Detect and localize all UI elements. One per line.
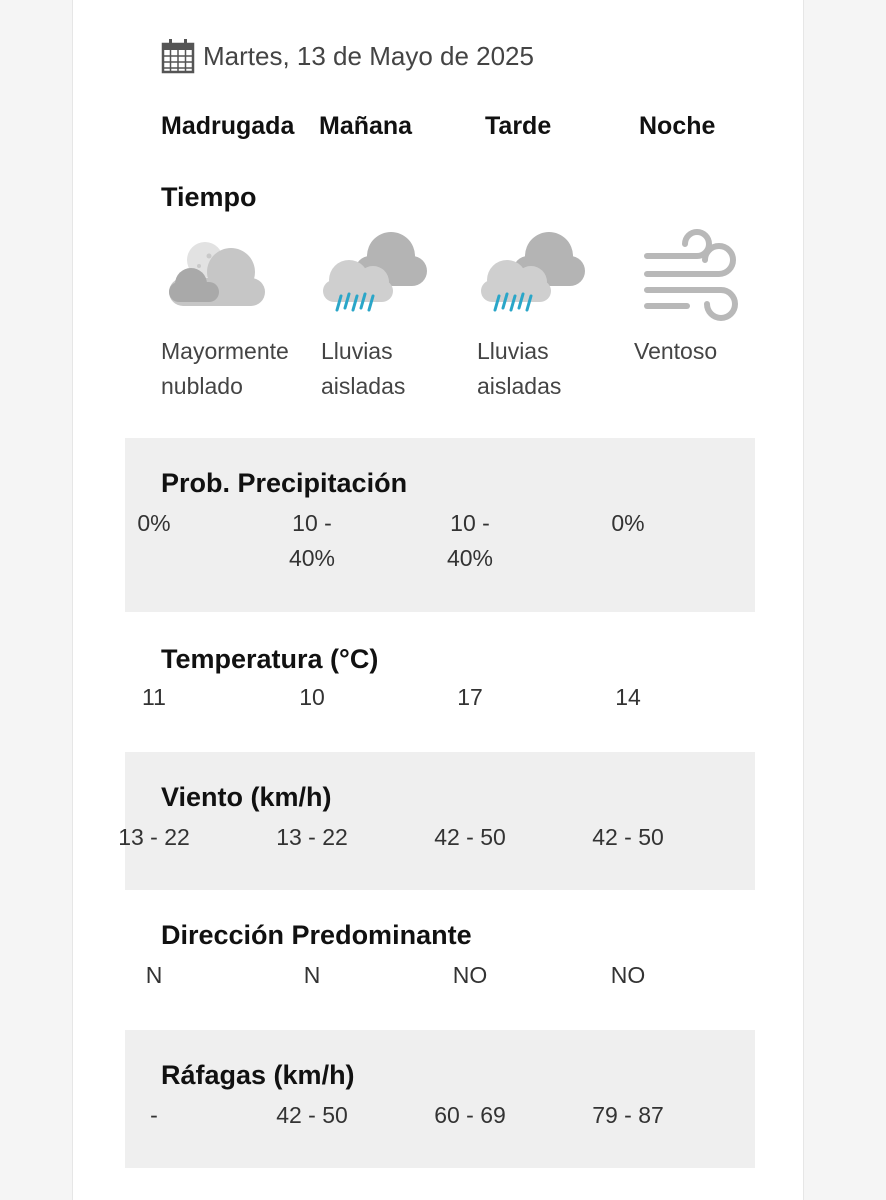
date-text: Martes, 13 de Mayo de 2025 — [203, 40, 534, 71]
precip-value: 10 - 40% — [446, 510, 494, 571]
weather-desc: Ventoso — [634, 338, 718, 364]
direction-title: Dirección Predominante — [161, 920, 472, 950]
weather-desc: Lluvias aisladas — [321, 338, 406, 399]
wind-value: 13 - 22 — [276, 824, 348, 850]
wind-value: 42 - 50 — [592, 824, 664, 850]
period-tarde: Tarde — [485, 112, 552, 140]
direction-value: N — [145, 962, 163, 988]
period-headers — [161, 112, 761, 156]
precip-value: 0% — [611, 510, 645, 536]
date-header — [161, 34, 534, 78]
precip-title: Prob. Precipitación — [161, 468, 408, 498]
weather-desc: Mayormente nublado — [161, 338, 289, 399]
rain-cloud-icon — [477, 226, 587, 326]
temp-value: 10 — [299, 684, 325, 710]
gusts-value: 42 - 50 — [276, 1102, 348, 1128]
wind-section — [118, 752, 755, 890]
wind-icon — [639, 226, 749, 326]
weather-desc: Lluvias aisladas — [477, 338, 562, 399]
wind-value: 13 - 22 — [118, 824, 190, 850]
wind-value: 42 - 50 — [434, 824, 506, 850]
temp-value: 11 — [142, 684, 166, 710]
gusts-title: Ráfagas (km/h) — [161, 1060, 355, 1090]
gusts-section — [125, 1030, 755, 1168]
weather-icons — [73, 226, 805, 330]
direction-value: N — [303, 962, 321, 988]
weather-title: Tiempo — [161, 182, 257, 212]
precip-section — [125, 438, 755, 612]
precip-value: 10 - 40% — [288, 510, 336, 571]
period-noche: Noche — [639, 112, 716, 140]
direction-value: NO — [610, 962, 646, 988]
precip-value: 0% — [137, 510, 171, 536]
calendar-icon — [161, 38, 195, 74]
rain-cloud-icon — [319, 226, 429, 326]
gusts-value: 60 - 69 — [434, 1102, 506, 1128]
direction-section — [125, 890, 755, 1030]
wind-title: Viento (km/h) — [161, 782, 332, 812]
weather-descriptions — [73, 334, 805, 406]
direction-value: NO — [452, 962, 488, 988]
temp-section — [125, 612, 755, 752]
temp-title: Temperatura (°C) — [161, 644, 379, 674]
forecast-card — [72, 0, 804, 1200]
gusts-value: - — [150, 1102, 158, 1128]
gusts-value: 79 - 87 — [592, 1102, 664, 1128]
cloud-moon-icon — [161, 226, 271, 326]
period-manana: Mañana — [319, 112, 413, 140]
period-madrugada: Madrugada — [161, 112, 295, 140]
temp-value: 14 — [615, 684, 641, 710]
temp-value: 17 — [457, 684, 483, 710]
